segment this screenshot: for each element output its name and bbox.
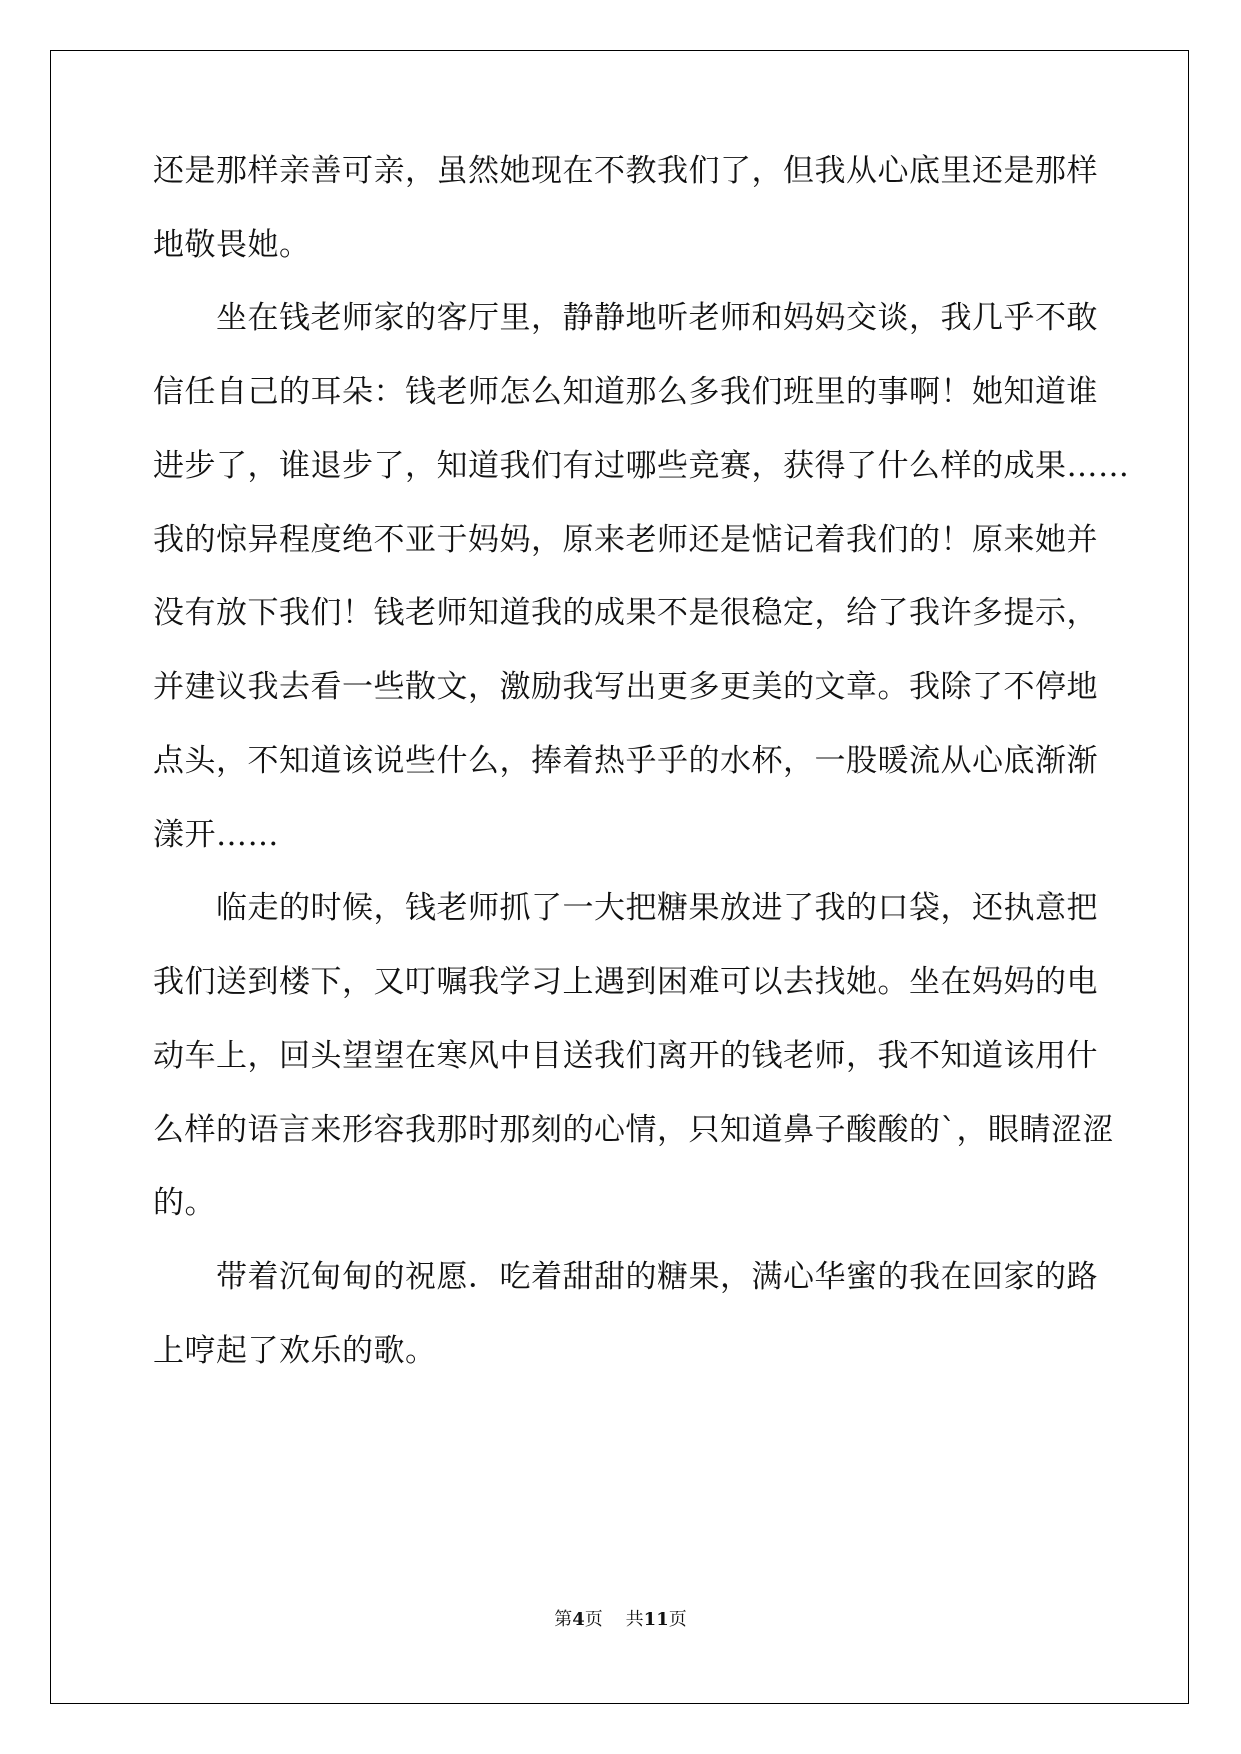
text-line: 带着沉甸甸的祝愿．吃着甜甜的糖果，满心华蜜的我在回家的路 (153, 1259, 1098, 1295)
text-line: 还是那样亲善可亲，虽然她现在不教我们了，但我从心底里还是那样 (153, 153, 1098, 189)
text-line: 我的惊异程度绝不亚于妈妈，原来老师还是惦记着我们的！原来她并 (153, 522, 1098, 558)
text-line: 漾开…… (153, 817, 279, 853)
text-line: 并建议我去看一些散文，激励我写出更多更美的文章。我除了不停地 (153, 669, 1098, 705)
total-pages-number: 11 (643, 1609, 669, 1630)
text-line: 没有放下我们！钱老师知道我的成果不是很稳定，给了我许多提示， (153, 595, 1098, 631)
text-line: 地敬畏她。 (153, 227, 311, 263)
text-line: 进步了，谁退步了，知道我们有过哪些竞赛，获得了什么样的成果…… (153, 448, 1130, 484)
page-number-prefix: 第 (554, 1609, 573, 1630)
page-number-suffix: 页 (584, 1609, 603, 1630)
text-line: 动车上，回头望望在寒风中目送我们离开的钱老师，我不知道该用什 (153, 1038, 1098, 1074)
text-line: 我们送到楼下，又叮嘱我学习上遇到困难可以去找她。坐在妈妈的电 (153, 964, 1098, 1000)
text-line: 么样的语言来形容我那时那刻的心情，只知道鼻子酸酸的`，眼睛涩涩 (153, 1112, 1114, 1148)
text-line: 坐在钱老师家的客厅里，静静地听老师和妈妈交谈，我几乎不敢 (153, 300, 1098, 336)
total-pages-prefix: 共 (625, 1609, 644, 1630)
text-line: 信任自己的耳朵：钱老师怎么知道那么多我们班里的事啊！她知道谁 (153, 374, 1098, 410)
text-line: 点头，不知道该说些什么，捧着热乎乎的水杯，一股暖流从心底渐渐 (153, 743, 1098, 779)
text-line: 的。 (153, 1185, 216, 1221)
text-line: 临走的时候，钱老师抓了一大把糖果放进了我的口袋，还执意把 (153, 890, 1098, 926)
page-footer (0, 1608, 1241, 1632)
total-pages-suffix: 页 (668, 1609, 687, 1630)
text-line: 上哼起了欢乐的歌。 (153, 1333, 437, 1369)
current-page-number: 4 (572, 1609, 585, 1630)
